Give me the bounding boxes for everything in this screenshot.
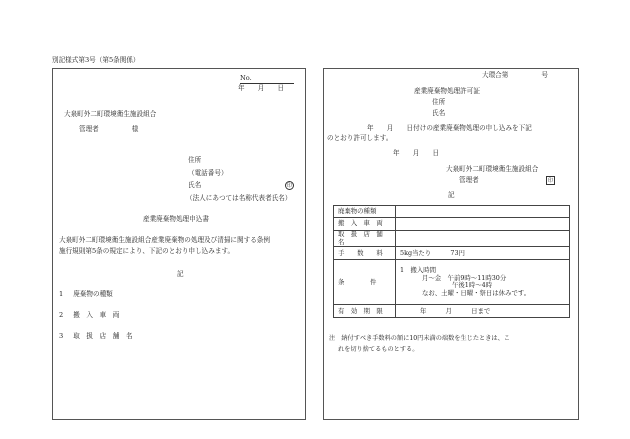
seal-icon: 印 — [286, 183, 292, 189]
application-number-field[interactable] — [240, 75, 294, 84]
issuer-person: 管理者 — [459, 176, 479, 184]
item-number: 2 — [59, 311, 64, 319]
validity-value[interactable]: 年 月 日まで — [396, 305, 570, 318]
condition-line: 月～金 午前9時～11時30分 — [422, 273, 507, 282]
row-label: 手 数 料 — [334, 247, 396, 260]
applicant-note: （法人にあつては名称代表者氏名） — [186, 194, 292, 202]
application-number-label: No. — [240, 74, 252, 82]
condition-line: なお、土曜・日曜・祭日は休みです。 — [422, 289, 531, 298]
permit-number: 大環合第 号 — [482, 71, 548, 79]
permit-ki: 記 — [448, 191, 455, 199]
issuer-organization: 大泉町外二町環境衛生施設組合 — [446, 165, 539, 173]
item-vehicle — [59, 312, 119, 320]
application-doc-title: 産業廃棄物処理申込書 — [143, 215, 209, 223]
form-title: 別記様式第3号（第5条関係） — [52, 56, 140, 64]
validity-label: 有 効 期 限 — [334, 305, 396, 318]
permit-name-label: 氏名 — [432, 109, 446, 117]
addressee-person: 管理者 様 — [79, 125, 139, 133]
application-body-line1: 大泉町外二町環境衛生施設組合産業廃棄物の処理及び清掃に関する条例 — [59, 236, 270, 244]
seal-icon: 印 — [547, 178, 553, 184]
item-label: 搬 入 車 両 — [73, 311, 120, 319]
applicant-name-label: 氏名 — [188, 181, 202, 189]
applicant-phone-label: （電話番号） — [188, 169, 228, 177]
permit-date: 年 月 日 — [393, 149, 440, 157]
row-value[interactable] — [396, 218, 570, 231]
table-row — [334, 206, 570, 218]
table-row — [334, 305, 570, 318]
permit-note-line2: れを切り捨てるものとする。 — [338, 346, 419, 353]
row-label: 廃棄物の種類 — [334, 206, 396, 218]
application-date: 年 月 日 — [238, 84, 285, 92]
fee-value: 5kg当たり 73円 — [396, 247, 570, 260]
conditions-value — [396, 260, 570, 305]
table-row — [334, 231, 570, 247]
permit-address-label: 住所 — [432, 98, 446, 106]
item-label: 廃棄物の種類 — [73, 290, 113, 298]
item-store — [59, 333, 133, 341]
permit-body-line1: 年 月 日付けの産業廃棄物処理の申し込みを下記 — [367, 124, 532, 132]
item-number: 1 — [59, 290, 64, 298]
application-body-line2: 施行規則第5条の規定により、下記のとおり申し込みます。 — [59, 247, 235, 255]
table-row — [334, 260, 570, 305]
application-ki: 記 — [177, 270, 184, 278]
permit-body-line2: のとおり許可します。 — [327, 134, 393, 142]
permit-details-table — [333, 205, 570, 318]
row-label: 取 扱 店 舗 名 — [334, 231, 396, 247]
row-value[interactable] — [396, 206, 570, 218]
condition-line: 午後1時～4時 — [452, 281, 493, 290]
table-row — [334, 218, 570, 231]
issuer-seal — [546, 176, 555, 185]
conditions-label: 条 件 — [334, 260, 396, 305]
permit-note-line1: 注 納付すべき手数料の額に10円未満の端数を生じたときは、こ — [329, 335, 510, 342]
item-waste-type — [59, 291, 113, 299]
item-label: 取 扱 店 舗 名 — [73, 332, 133, 340]
table-row — [334, 247, 570, 260]
row-value[interactable] — [396, 231, 570, 247]
condition-line: 1 搬入時間 — [400, 266, 437, 274]
applicant-address-label: 住所 — [188, 156, 202, 164]
item-number: 3 — [59, 332, 64, 340]
addressee-organization: 大泉町外二町環境衛生施設組合 — [64, 110, 157, 118]
row-label: 搬 入 車 両 — [334, 218, 396, 231]
permit-doc-title: 産業廃棄物処理許可証 — [414, 87, 480, 95]
applicant-seal — [285, 181, 294, 190]
